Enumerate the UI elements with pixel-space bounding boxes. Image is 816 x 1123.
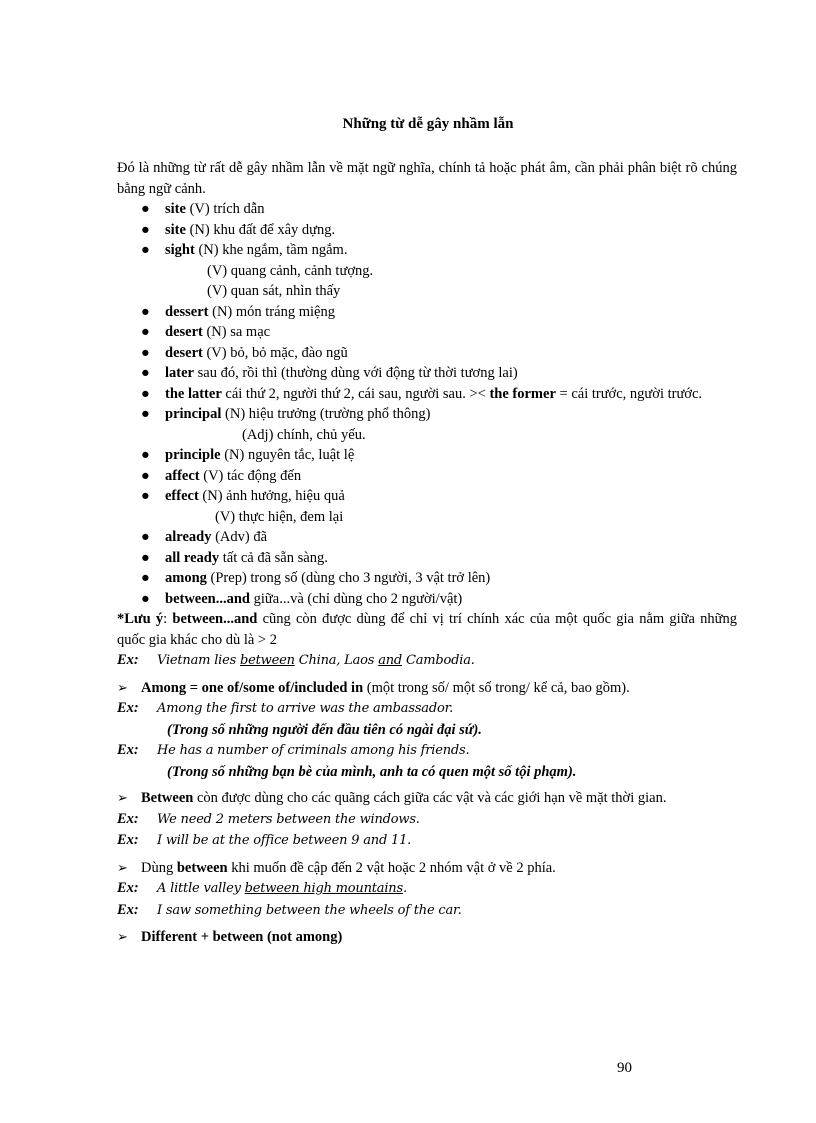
note-colon: : [163,611,173,627]
bullet-icon: ● [141,201,150,217]
page-number: 90 [617,1060,632,1076]
translation-text: (Trong số những bạn bè của mình, anh ta có quen một số tội phạm). [167,763,577,780]
among-section [117,678,737,699]
example-label: Ex: [117,742,139,758]
arrow-icon: ➢ [117,859,128,875]
term-site-noun [117,220,737,241]
term-word-former: the former [489,385,556,402]
term-word: dessert [165,303,209,320]
term-definition: (V) trích dẫn [185,201,265,217]
term-among [117,568,737,589]
term-desert-verb [117,343,737,364]
term-word: already [165,529,212,545]
intro-paragraph: Đó là những từ rất dễ gây nhầm lẫn về mặt ngữ nghĩa, chính tả hoặc phát âm, cần phải phân biệt rõ chúng bằng ngữ cảnh. [117,160,737,197]
bullet-icon: ● [141,406,150,422]
term-between-and [117,589,737,610]
bullet-icon: ● [141,549,150,566]
note-paragraph [117,609,737,650]
bullet-icon: ● [141,570,150,586]
terms-list [117,445,737,507]
terms-list [117,199,737,261]
term-definition: (N) nguyên tắc, luật lệ [220,447,355,463]
term-later [117,363,737,384]
term-word: the latter [165,385,222,402]
term-definition: (Prep) trong số (dùng cho 3 người, 3 vật trở lên) [206,570,491,586]
example-sentence [157,881,407,896]
between-two-section [117,858,737,879]
term-affect [117,466,737,487]
section-text: (một trong số/ một số trong/ kể cả, bao gồm). [363,679,630,696]
term-word: all ready [165,549,220,566]
bullet-icon: ● [141,488,150,504]
example-text: Vietnam lies [157,653,241,668]
term-word: desert [165,344,203,361]
term-definition: (V) tác động đến [199,467,302,484]
term-word: among [165,570,207,586]
example-text: Cambodia. [402,653,475,668]
section-heading: between [176,859,228,876]
note-label: *Lưu ý [117,611,164,627]
example-label: Ex: [117,652,139,668]
note-text: cũng còn được dùng để chỉ vị trí chính xác của một quốc gia nằm giữa những quốc gia khác cho dù là > 2 [117,611,737,648]
example-line [117,650,737,672]
principal-sub-definition: (Adj) chính, chủ yếu. [242,426,366,443]
term-site-verb [117,199,737,220]
between-section [117,788,737,809]
term-already [117,527,737,548]
term-word: effect [165,488,199,504]
section-heading: Different + between (not among) [141,929,343,945]
example-label: Ex: [117,700,139,716]
section-heading: Among = one of/some of/included in [141,679,364,696]
example-translation [117,762,737,783]
section-heading: Between [141,790,194,806]
term-word: affect [165,467,200,484]
bullet-icon: ● [141,221,150,238]
example-line [117,809,737,831]
term-desert-noun [117,322,737,343]
term-definition: (N) sa mạc [202,324,271,340]
term-sight [117,240,737,261]
example-text: . [402,881,407,896]
example-sentence: Among the first to arrive was the ambassador. [157,701,454,716]
example-label: Ex: [117,832,139,848]
term-principal [117,404,737,425]
term-word: sight [165,242,195,258]
example-underlined: and [378,653,403,668]
example-sentence: We need 2 meters between the windows. [157,811,420,827]
different-section [117,927,737,948]
page-title: Những từ dễ gây nhầm lẫn [342,116,514,132]
section-text: Dùng [141,859,177,876]
example-text: A little valley [157,881,245,896]
section-text: còn được dùng cho các quãng cách giữa các vật và các giới hạn về mặt thời gian. [193,790,667,806]
term-word: later [165,365,194,381]
page-content [117,158,737,948]
term-definition: (N) khe ngắm, tầm ngắm. [194,242,348,258]
term-definition: (Adv) đã [211,529,268,545]
bullet-icon: ● [141,467,150,484]
effect-sub-definition: (V) thực hiện, đem lại [215,508,344,525]
term-definition: sau đó, rồi thì (thường dùng với động từ thời tương lai) [193,365,518,381]
bullet-icon: ● [141,344,150,361]
bullet-icon: ● [141,447,150,463]
bullet-icon: ● [141,529,150,545]
example-line [117,878,737,900]
term-definition-former: = cái trước, người trước. [555,385,703,402]
sight-sub-definition-1: (V) quang cảnh, cảnh tượng. [207,262,374,279]
example-label: Ex: [117,901,139,918]
term-word: between...and [165,590,250,607]
bullet-icon: ● [141,324,150,340]
example-underlined: between high mountains [244,881,403,896]
term-word: site [165,221,186,238]
example-underlined: between [240,653,295,668]
bullet-icon: ● [141,303,150,320]
example-line [117,740,737,762]
term-definition: (V) bỏ, bỏ mặc, đào ngũ [202,344,348,361]
section-text: khi muốn đề cập đến 2 vật hoặc 2 nhóm vật ở về 2 phía. [227,859,556,876]
term-definition: giữa...và (chỉ dùng cho 2 người/vật) [250,590,463,607]
bullet-icon: ● [141,242,150,258]
term-effect [117,486,737,507]
term-all-ready [117,548,737,569]
term-definition: (N) ảnh hưởng, hiệu quả [198,488,345,504]
term-principle [117,445,737,466]
term-word: desert [165,324,203,340]
note-word: between...and [172,611,258,627]
arrow-icon: ➢ [117,929,128,944]
example-line [117,698,737,720]
term-word: principal [165,406,222,422]
example-line [117,830,737,852]
example-text: China, Laos [294,653,379,668]
arrow-icon: ➢ [117,790,128,805]
terms-list [117,302,737,425]
arrow-icon: ➢ [117,679,128,695]
term-definition: cái thứ 2, người thứ 2, cái sau, người sau. >< [221,385,490,402]
translation-text: (Trong số những người đến đầu tiên có ngài đại sứ). [167,721,482,738]
example-sentence: He has a number of criminals among his friends. [157,743,470,758]
term-dessert [117,302,737,323]
sight-sub-definition-2: (V) quan sát, nhìn thấy [207,283,341,299]
example-sentence: I will be at the office between 9 and 11. [157,833,412,848]
term-word: principle [165,447,221,463]
term-definition: (N) hiệu trưởng (trường phổ thông) [221,406,431,422]
example-label: Ex: [117,880,139,896]
term-definition: (N) khu đất để xây dựng. [185,221,336,238]
bullet-icon: ● [141,590,150,607]
term-the-latter [117,384,737,405]
example-sentence: I saw something between the wheels of the car. [157,902,462,918]
bullet-icon: ● [141,385,150,402]
bullet-icon: ● [141,365,150,381]
example-sentence [157,653,475,668]
term-definition: (N) món tráng miệng [208,303,335,320]
term-word: site [165,201,186,217]
terms-list [117,527,737,609]
example-line [117,900,737,922]
example-translation [117,720,737,741]
term-definition: tất cả đã sẵn sàng. [219,549,328,566]
example-label: Ex: [117,810,139,827]
